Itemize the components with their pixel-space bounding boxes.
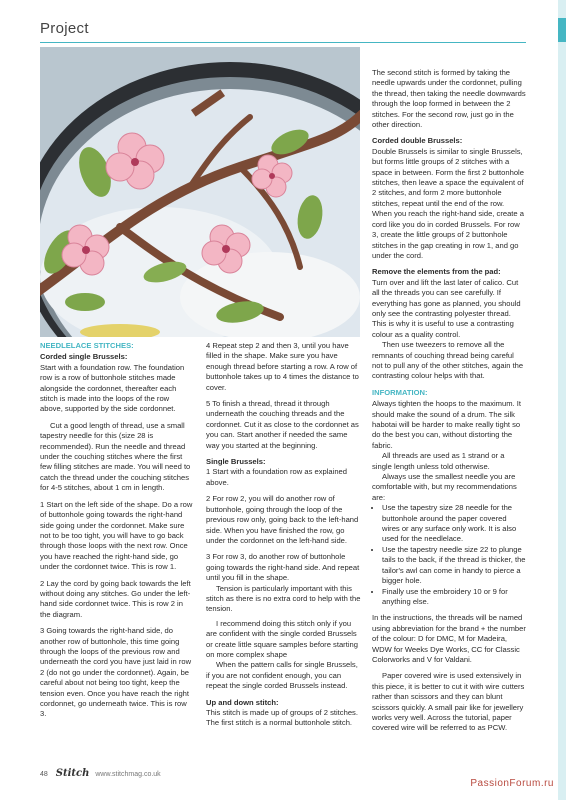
- list-item: • Finally use the embroidery 10 or 9 for anything else.: [382, 587, 526, 608]
- paragraph: 3 For row 3, do another row of buttonhole going towards the right-hand side. And repeat until you fill in the shape.: [206, 552, 360, 583]
- magazine-logo: Stitch: [55, 768, 90, 779]
- paragraph: Tension is particularly important with this stitch as there is no extra cord to help with the tension.: [206, 583, 361, 614]
- page-number: 48: [40, 771, 48, 778]
- embroidery-illustration: [40, 47, 360, 337]
- paragraph: When the pattern calls for single Brussels, if you are not confident enough, you can repeat the single corded Brussels instead.: [206, 660, 358, 691]
- column-2: [206, 341, 363, 735]
- paragraph: Paper covered wire is used extensively in this piece, it is better to cut it with wire cutters rather than scissors and they can blunt scissors quickly. A small pair like for jewellery works very well. Across the tutorial, paper covered wire will be referred to as PCW.: [372, 671, 525, 733]
- paragraph: 3 Going towards the right-hand side, do another row of buttonhole, this time going through the loops of the previous row and underneath the cord you have just laid in row 2 (do not go under the cordonnet). Again, be careful about not being too tight, keep the tension even. Once you have reach the right cordonnet, go underneath twice. This is row 3.: [40, 626, 192, 719]
- needle-recommendations-list: [372, 503, 526, 607]
- paragraph: 5 To finish a thread, thread it through underneath the couching threads and the cordonnet. Cut it as close to the cordonnet as you can. Start another if needed the same way you started at the beginning.: [206, 399, 359, 450]
- paragraph: This stitch is made up of groups of 2 stitches. The first stitch is a normal buttonhole stitch.: [206, 708, 358, 728]
- needlelace-heading: NEEDLELACE STITCHES:: [40, 341, 134, 350]
- corded-single-brussels-subheading: Corded single Brussels:: [40, 352, 128, 362]
- up-and-down-subheading: Up and down stitch:: [206, 697, 279, 707]
- watermark: PassionForum.ru: [470, 778, 554, 789]
- paragraph: The second stitch is formed by taking the needle upwards under the cordonnet, pulling the thread, then taking the needle downwards through the loop formed in between the 2 stitches. For the second row, just go in the other direction.: [372, 68, 526, 130]
- paragraph: Turn over and lift the last later of calico. Cut all the threads you can see carefully. If everything has gone as planned, you should only see the contrasting polyester thread. This is why it is useful to use a contrasting colour as a quality control.: [372, 277, 521, 339]
- column-3: [372, 68, 526, 740]
- paragraph: Then use tweezers to remove all the remnants of couching thread being careful not to pull any of the other stitches, again the contrasting colour helps with that.: [372, 340, 524, 381]
- paragraph: Start with a foundation row. The foundation row is a row of buttonhole stitches made alongside the cordonnet, thereafter each stitch is made into the loops of the row above, supported by the side cordonnet.: [40, 362, 185, 414]
- list-item: • Use the tapestry size 28 needle for the buttonhole around the paper covered wires or any surface only work. It is also used for the needlelace.: [382, 503, 526, 545]
- remove-elements-subheading: Remove the elements from the pad:: [372, 267, 501, 277]
- paragraph: Always use the smallest needle you are comfortable with, but my recommendations are:: [372, 472, 517, 502]
- paragraph: All threads are used as 1 strand or a single length unless told otherwise.: [372, 451, 505, 471]
- header-rule: [40, 42, 526, 43]
- paragraph: 2 Lay the cord by going back towards the left without doing any stitches. Go under the left-hand side cordonnet twice. This is row 2 in the diagram.: [40, 578, 191, 619]
- paragraph: 2 For row 2, you will do another row of buttonhole, going through the loop of the previous row only, going back to the left-hand side. When you have finished the row, go under the cordonnet on the left-hand side.: [206, 494, 359, 545]
- single-brussels-subheading: Single Brussels:: [206, 457, 266, 467]
- corded-double-brussels-subheading: Corded double Brussels:: [372, 136, 463, 146]
- page-footer: [40, 768, 161, 779]
- section-title: Project: [40, 20, 89, 37]
- paragraph: Cut a good length of thread, use a small tapestry needle for this (size 28 is recommended). Run the needle and thread under the couching stitches where the first few filling stitches are made. You will need to catch the thread under the couching stitches for 4-5 stitches, about 1 cm in length.: [40, 420, 191, 493]
- information-heading: INFORMATION:: [372, 387, 428, 397]
- list-item: • Use the tapestry needle size 22 to plunge tails to the back, if the thread is thicker, the tailor's awl can come in handy to pierce a bigger hole.: [382, 545, 526, 587]
- paragraph: 4 Repeat step 2 and then 3, until you have filled in the shape. Make sure you have enough thread before starting a row. A row of buttonhole takes up to 4 times the distance to cover.: [206, 341, 359, 392]
- paragraph: I recommend doing this stitch only if you are confident with the single corded Brussels or create little square samples before starting on more complex shape: [206, 618, 358, 659]
- magazine-url[interactable]: www.stitchmag.co.uk: [95, 771, 161, 778]
- paragraph: 1 Start on the left side of the shape. Do a row of buttonhole going towards the right-hand side going under the cordonnet. Make sure not to be too tight, you will have to go back through those loops with the next row. Once you have reached the right-hand side, go under the cordonnet twice. This is row 1.: [40, 499, 193, 572]
- embroidery-hoop-photo: [40, 47, 360, 337]
- edge-tab-marker: [558, 18, 566, 42]
- paragraph: 1 Start with a foundation row as explained above.: [206, 467, 347, 487]
- edge-tab: [558, 0, 566, 800]
- paragraph: Double Brussels is similar to single Brussels, but forms little groups of 2 stitches with a space in between. Form the first 2 buttonhole stitches, then leave a space the equivalent of 2 stitches, and form 2 more buttonhole stitches, repeat until the end of the row. When you reach the right-hand side, create a cord like you do in corded Brussels. For row 3, create the little groups of 2 buttonhole stitches in the gap creating in row 1, and go under the cord.: [372, 146, 524, 260]
- paragraph: Always tighten the hoops to the maximum. It should make the sound of a drum. The silk habotai will be harder to make really tight so do the best you can, without distorting the fabric.: [372, 399, 521, 450]
- column-1: [40, 341, 193, 726]
- page-header: [0, 0, 566, 46]
- paragraph: In the instructions, the threads will be named using abbreviation for the brand + the number of the colour: D for DMC, M for Madeira, WDW for Weeks Dye Works, CC for Classic Colorworks and V for Valdani.: [372, 613, 526, 664]
